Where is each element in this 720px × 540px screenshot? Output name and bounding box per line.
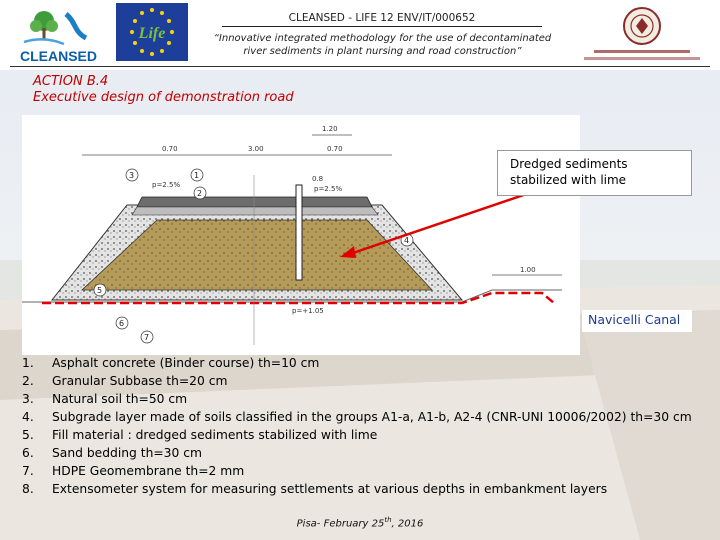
action-heading (33, 74, 294, 106)
marker-4: 4 (404, 236, 410, 245)
header (0, 0, 720, 70)
marker-1: 1 (194, 171, 200, 180)
project-title: CLEANSED - LIFE 12 ENV/IT/000652 (288, 12, 476, 24)
dim-level: p=+1.05 (292, 307, 324, 315)
action-title: ACTION B.4 (33, 74, 109, 89)
life-eu-logo (116, 3, 188, 61)
slope-left: p=2.5% (152, 181, 181, 189)
cleansed-logo (14, 4, 104, 64)
dim-left-half: 0.70 (162, 145, 178, 153)
marker-3: 3 (129, 171, 135, 180)
callout-dredged-sediments: Dredged sediments stabilized with lime (497, 150, 692, 196)
dim-center: 3.00 (248, 145, 264, 153)
marker-6: 6 (119, 319, 125, 328)
asphalt-layer (137, 197, 372, 207)
university-seal-logo (578, 4, 706, 66)
legend-item: 7. HDPE Geomembrane th=2 mm (22, 464, 245, 478)
footer-date: Pisa- February 25th, 2016 (296, 516, 424, 530)
granular-subbase-layer (132, 207, 378, 215)
marker-5: 5 (97, 286, 103, 295)
dim-top-width: 1.20 (322, 125, 338, 133)
legend-item: 4. Subgrade layer made of soils classified in the groups A1-a, A1-b, A2-4 (CNR-UNI 10006/2002) th=30 cm (22, 410, 692, 424)
action-subtitle: Executive design of demonstration road (33, 90, 294, 105)
life-logo-text: Life (138, 25, 166, 42)
dim-depth: 0.8 (312, 175, 324, 183)
legend-item: 5. Fill material : dredged sediments stabilized with lime (22, 428, 378, 442)
dim-right-half: 0.70 (327, 145, 343, 153)
marker-2: 2 (197, 189, 203, 198)
dim-right-ext: 1.00 (520, 266, 536, 274)
canal-label: Navicelli Canal (582, 310, 692, 332)
legend-list (22, 354, 692, 498)
title-rule (222, 26, 542, 27)
cleansed-logo-text: CLEANSED (20, 48, 98, 64)
slope-right: p=2.5% (314, 185, 343, 193)
legend-item: 8. Extensometer system for measuring settlements at various depths in embankment layers (22, 482, 608, 496)
legend-item: 2. Granular Subbase th=20 cm (22, 374, 228, 388)
legend-item: 6. Sand bedding th=30 cm (22, 446, 202, 460)
extensometer (296, 185, 302, 280)
marker-7: 7 (144, 333, 150, 342)
legend-item: 1. Asphalt concrete (Binder course) th=10 cm (22, 356, 320, 370)
legend-item: 3. Natural soil th=50 cm (22, 392, 188, 406)
header-divider (10, 66, 710, 67)
project-subtitle: “Innovative integrated methodology for the use of decontaminated river sediments in plant nursing and road construction” (213, 33, 552, 57)
